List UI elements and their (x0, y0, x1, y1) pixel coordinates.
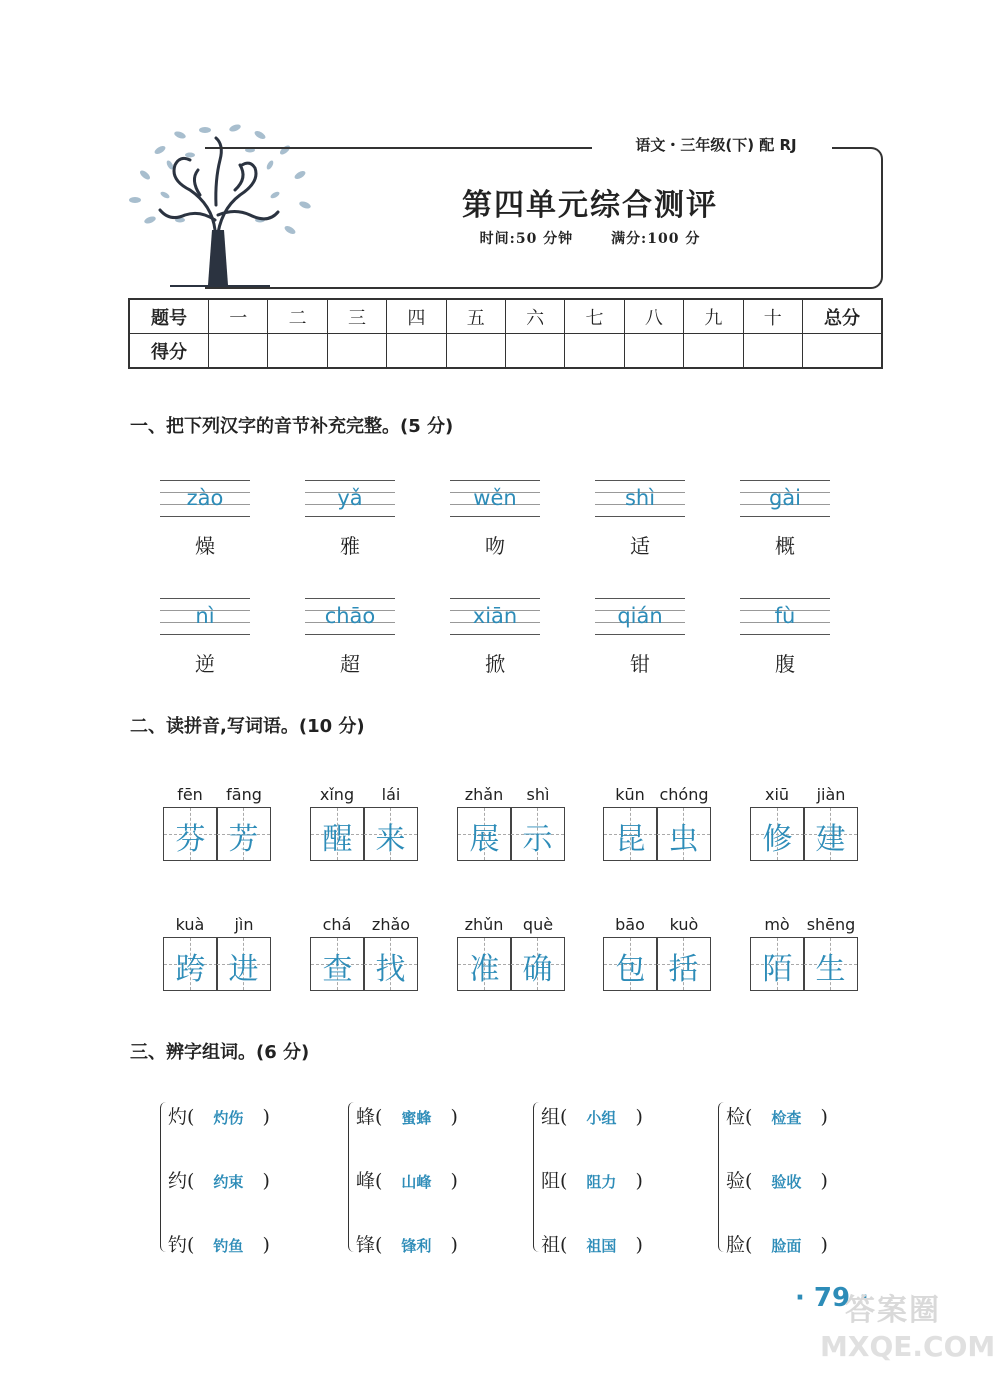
pinyin-item (305, 480, 395, 560)
close-paren: ) (262, 1106, 270, 1128)
writing-box[interactable] (510, 937, 565, 991)
written-char: 查 (322, 952, 353, 987)
pinyin-item (160, 480, 250, 560)
written-char: 确 (522, 952, 553, 987)
pinyin-item (740, 480, 830, 560)
score-cell[interactable] (743, 334, 802, 369)
open-paren: ( (745, 1234, 753, 1256)
open-paren: ( (375, 1234, 383, 1256)
grid-line (160, 480, 250, 481)
answer-word[interactable]: 约束 (213, 1173, 244, 1191)
close-paren: ) (450, 1234, 458, 1256)
written-char: 生 (815, 952, 846, 987)
pinyin-item (740, 598, 830, 678)
open-paren: ( (560, 1234, 568, 1256)
word-item (163, 785, 271, 870)
pinyin-answer[interactable]: zào (186, 486, 224, 510)
word-row (726, 1166, 891, 1193)
pinyin-label: jìn (234, 915, 254, 934)
word-group (718, 1102, 888, 1262)
word-item (310, 915, 418, 1000)
open-paren: ( (745, 1106, 753, 1128)
grid-line (740, 598, 830, 599)
answer-word[interactable]: 验收 (771, 1173, 802, 1191)
writing-box[interactable] (750, 937, 805, 991)
written-char: 芳 (228, 822, 259, 857)
writing-box[interactable] (163, 807, 218, 861)
written-char: 陌 (762, 952, 793, 987)
grid-line (595, 480, 685, 481)
score-cell[interactable] (565, 334, 624, 369)
pinyin-answer[interactable]: gài (768, 486, 802, 510)
word-item (603, 785, 711, 870)
score-cell[interactable] (624, 334, 683, 369)
close-paren: ) (450, 1170, 458, 1192)
total-score-cell[interactable] (803, 334, 883, 369)
writing-box[interactable] (803, 807, 858, 861)
open-paren: ( (375, 1106, 383, 1128)
hanzi-char: 钳 (630, 652, 650, 676)
pinyin-label: zhǎo (371, 915, 411, 934)
word-item (457, 785, 565, 870)
score-cell[interactable] (446, 334, 505, 369)
word-row (356, 1166, 521, 1193)
written-char: 括 (668, 952, 699, 987)
written-char: 来 (375, 822, 406, 857)
word-row (356, 1230, 521, 1257)
hanzi-char: 燥 (195, 534, 215, 558)
base-char: 组 (541, 1106, 561, 1128)
pinyin-label: kūn (615, 785, 645, 804)
open-paren: ( (375, 1170, 383, 1192)
word-row (541, 1102, 706, 1129)
pinyin-label: kuò (669, 915, 699, 934)
question-col: 十 (743, 299, 802, 334)
pinyin-label: jiàn (816, 785, 846, 804)
base-char: 脸 (726, 1234, 746, 1256)
written-char: 醒 (322, 822, 353, 857)
score-table-score-row (129, 334, 882, 369)
open-paren: ( (187, 1170, 195, 1192)
answer-word[interactable]: 山峰 (401, 1173, 432, 1191)
writing-box[interactable] (656, 937, 711, 991)
answer-word[interactable]: 蜜蜂 (401, 1109, 432, 1127)
section1-title: 一、把下列汉字的音节补充完整。(5 分) (130, 416, 454, 437)
close-paren: ) (635, 1106, 643, 1128)
answer-word[interactable]: 钓鱼 (213, 1237, 244, 1255)
writing-box[interactable] (603, 807, 658, 861)
score-cell[interactable] (387, 334, 446, 369)
pinyin-item (450, 480, 540, 560)
pinyin-label: kuà (175, 915, 205, 934)
pinyin-answer[interactable]: fù (774, 604, 796, 628)
writing-box[interactable] (457, 807, 512, 861)
answer-word[interactable]: 检查 (771, 1109, 802, 1127)
word-group (533, 1102, 703, 1262)
score-cell[interactable] (327, 334, 386, 369)
pinyin-answer[interactable]: yǎ (337, 486, 363, 510)
pinyin-item (305, 598, 395, 678)
writing-box[interactable] (216, 807, 271, 861)
pinyin-label: què (522, 915, 554, 934)
close-paren: ) (635, 1170, 643, 1192)
hanzi-char: 逆 (195, 652, 215, 676)
grid-line (740, 634, 830, 635)
hanzi-char: 吻 (485, 534, 505, 558)
pinyin-label: xiū (764, 785, 790, 804)
writing-box[interactable] (363, 807, 418, 861)
test-info (380, 228, 800, 248)
answer-word[interactable]: 灼伤 (213, 1109, 244, 1127)
score-cell[interactable] (505, 334, 564, 369)
written-char: 准 (469, 952, 500, 987)
word-group (348, 1102, 518, 1262)
written-char: 建 (815, 822, 846, 857)
grid-line (740, 480, 830, 481)
grid-line (160, 634, 250, 635)
grid-line (740, 516, 830, 517)
grid-line (595, 516, 685, 517)
question-col: 三 (327, 299, 386, 334)
pinyin-label: fēn (177, 785, 203, 804)
writing-box[interactable] (216, 937, 271, 991)
section2-title: 二、读拼音,写词语。(10 分) (130, 716, 365, 737)
written-char: 虫 (668, 822, 699, 857)
close-paren: ) (450, 1106, 458, 1128)
pinyin-answer[interactable]: wěn (473, 486, 517, 510)
word-item (163, 915, 271, 1000)
written-char: 跨 (175, 952, 206, 987)
word-item (457, 915, 565, 1000)
word-row (541, 1230, 706, 1257)
grid-line (160, 598, 250, 599)
question-number-label: 题号 (129, 299, 209, 334)
open-paren: ( (187, 1106, 195, 1128)
written-char: 芬 (175, 822, 206, 857)
pinyin-label: shì (526, 785, 550, 804)
written-char: 昆 (615, 822, 646, 857)
page-title: 第四单元综合测评 (462, 188, 718, 223)
pinyin-label: lái (381, 785, 401, 804)
answer-word[interactable]: 阻力 (586, 1173, 617, 1191)
word-row (726, 1230, 891, 1257)
base-char: 阻 (541, 1170, 561, 1192)
pinyin-answer[interactable]: xiān (472, 604, 518, 628)
pinyin-label: zhǎn (464, 785, 504, 804)
close-paren: ) (820, 1106, 828, 1128)
answer-word[interactable]: 祖国 (586, 1237, 617, 1255)
total-label: 总分 (803, 299, 883, 334)
close-paren: ) (262, 1170, 270, 1192)
base-char: 峰 (356, 1170, 376, 1192)
grid-line (450, 634, 540, 635)
pinyin-label: xǐng (319, 785, 355, 804)
grid-line (450, 598, 540, 599)
word-row (726, 1102, 891, 1129)
question-col: 四 (387, 299, 446, 334)
hanzi-char: 超 (340, 652, 360, 676)
pinyin-item (595, 480, 685, 560)
question-col: 一 (209, 299, 268, 334)
score-table-header-row (129, 299, 882, 334)
writing-box[interactable] (750, 807, 805, 861)
writing-box[interactable] (363, 937, 418, 991)
full-score: 满分:100 分 (611, 231, 701, 247)
grid-line (595, 634, 685, 635)
score-cell[interactable] (268, 334, 327, 369)
score-cell[interactable] (209, 334, 268, 369)
writing-box[interactable] (656, 807, 711, 861)
time-limit: 时间:50 分钟 (479, 231, 574, 247)
grid-line (305, 480, 395, 481)
word-row (168, 1102, 333, 1129)
base-char: 钓 (168, 1234, 188, 1256)
score-label: 得分 (129, 334, 209, 369)
close-paren: ) (820, 1234, 828, 1256)
writing-box[interactable] (163, 937, 218, 991)
question-col: 五 (446, 299, 505, 334)
question-col: 六 (505, 299, 564, 334)
pinyin-answer[interactable]: nì (195, 604, 215, 628)
pinyin-label: fāng (226, 785, 262, 804)
writing-box[interactable] (803, 937, 858, 991)
open-paren: ( (745, 1170, 753, 1192)
word-row (541, 1166, 706, 1193)
base-char: 锋 (356, 1234, 376, 1256)
answer-word[interactable]: 脸面 (771, 1237, 802, 1255)
close-paren: ) (820, 1170, 828, 1192)
grid-line (595, 598, 685, 599)
pinyin-answer[interactable]: chāo (324, 604, 376, 628)
word-row (356, 1102, 521, 1129)
close-paren: ) (262, 1234, 270, 1256)
pinyin-answer[interactable]: shì (624, 486, 656, 510)
writing-box[interactable] (603, 937, 658, 991)
word-group (160, 1102, 330, 1262)
base-char: 灼 (168, 1106, 188, 1128)
hanzi-char: 腹 (775, 652, 795, 676)
open-paren: ( (560, 1170, 568, 1192)
written-char: 展 (469, 822, 500, 857)
answer-word[interactable]: 小组 (586, 1109, 617, 1127)
section3-title: 三、辨字组词。(6 分) (130, 1042, 310, 1063)
pinyin-item (450, 598, 540, 678)
grid-line (450, 480, 540, 481)
hanzi-char: 雅 (340, 534, 360, 558)
word-item (750, 915, 858, 1000)
base-char: 验 (726, 1170, 746, 1192)
grid-line (305, 598, 395, 599)
base-char: 约 (168, 1170, 188, 1192)
base-char: 蜂 (356, 1106, 376, 1128)
question-col: 八 (624, 299, 683, 334)
written-char: 进 (228, 952, 259, 987)
grid-line (450, 516, 540, 517)
hanzi-char: 适 (630, 534, 650, 558)
written-char: 找 (375, 952, 406, 987)
close-paren: ) (635, 1234, 643, 1256)
written-char: 修 (762, 822, 793, 857)
writing-box[interactable] (510, 807, 565, 861)
answer-word[interactable]: 锋利 (401, 1237, 432, 1255)
grid-line (160, 516, 250, 517)
pinyin-label: zhǔn (464, 915, 504, 934)
question-col: 九 (684, 299, 743, 334)
pinyin-answer[interactable]: qián (617, 604, 663, 628)
question-col: 二 (268, 299, 327, 334)
base-char: 检 (726, 1106, 746, 1128)
word-row (168, 1166, 333, 1193)
word-item (310, 785, 418, 870)
score-cell[interactable] (684, 334, 743, 369)
pinyin-label: mò (764, 915, 790, 934)
open-paren: ( (187, 1234, 195, 1256)
watermark-logo: 答案圈 (845, 1293, 941, 1328)
watermark-url: MXQE.COM (820, 1330, 996, 1363)
writing-box[interactable] (310, 807, 365, 861)
base-char: 祖 (541, 1234, 561, 1256)
grid-line (305, 516, 395, 517)
subject-label: 语文・三年级(下) 配 RJ (635, 136, 797, 154)
open-paren: ( (560, 1106, 568, 1128)
pinyin-item (160, 598, 250, 678)
grid-line (305, 634, 395, 635)
written-char: 示 (522, 822, 553, 857)
score-table (128, 298, 883, 369)
question-col: 七 (565, 299, 624, 334)
word-item (750, 785, 858, 870)
written-char: 包 (615, 952, 646, 987)
pinyin-label: chóng (659, 785, 709, 804)
pinyin-label: bāo (615, 915, 645, 934)
hanzi-char: 掀 (485, 652, 505, 676)
pinyin-label: shēng (806, 915, 856, 934)
hanzi-char: 概 (775, 534, 795, 558)
writing-box[interactable] (310, 937, 365, 991)
word-item (603, 915, 711, 1000)
page-number: · 79 · (795, 1283, 870, 1313)
word-row (168, 1230, 333, 1257)
pinyin-label: chá (322, 915, 352, 934)
pinyin-item (595, 598, 685, 678)
writing-box[interactable] (457, 937, 512, 991)
